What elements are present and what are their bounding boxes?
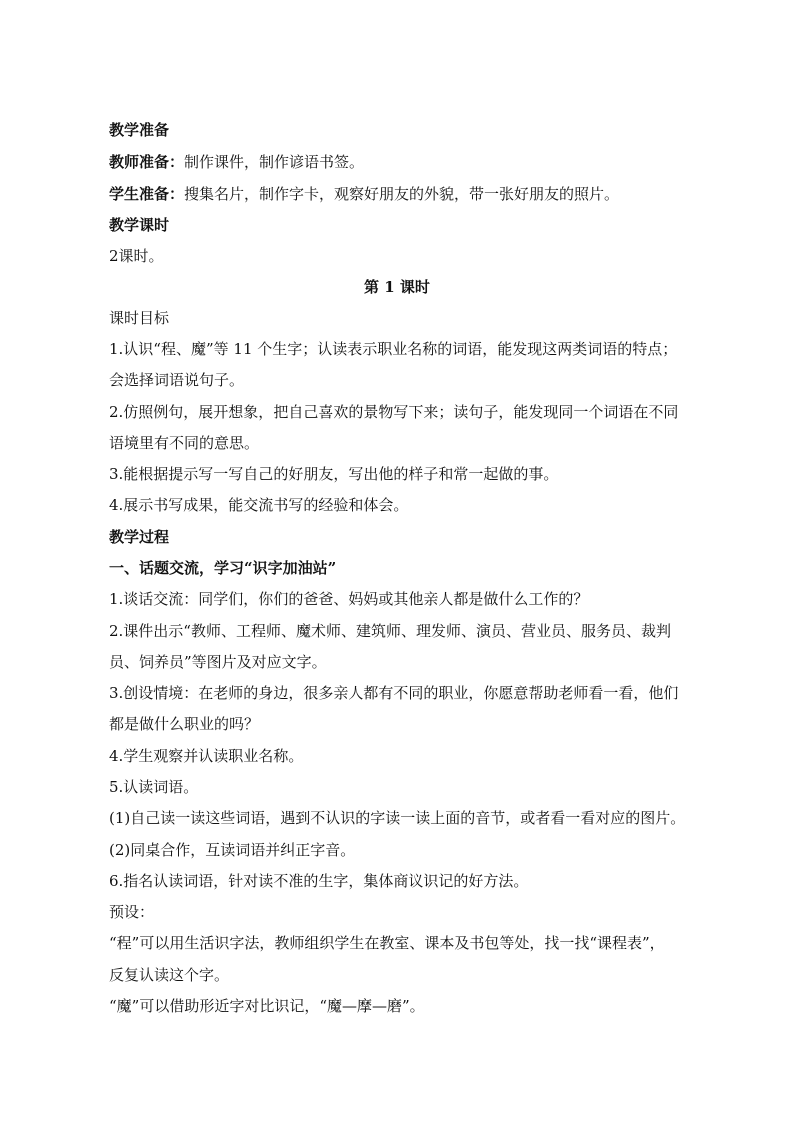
goal-line: 语境里有不同的意思。 [109,434,260,452]
goal-line: 3.能根据提示写一写自己的好朋友，写出他的样子和常一起做的事。 [109,465,559,483]
prep-heading: 教学准备 [109,121,170,139]
student-prep-text: 搜集名片，制作字卡，观察好朋友的外貌，带一张好朋友的照片。 [184,185,620,203]
step-line: 员、饲养员”等图片及对应文字。 [109,653,327,671]
hours-heading: 教学课时 [109,216,170,234]
step-line: 预设： [109,903,155,921]
step-line: (2)同桌合作，互读词语并纠正字音。 [109,841,356,859]
step-line: “程”可以用生活识字法，教师组织学生在教室、课本及书包等处，找一找“课程表”， [109,934,665,952]
step-line: 都是做什么职业的吗？ [109,715,260,733]
step-line: 反复认读这个字。 [109,966,230,984]
section1-heading: 一、话题交流，学习“识字加油站” [109,559,337,577]
teacher-prep-label: 教师准备： [109,153,185,171]
step-line: 2.课件出示“教师、工程师、魔术师、建筑师、理发师、演员、营业员、服务员、裁判 [109,622,671,640]
goal-line: 会选择词语说句子。 [109,371,245,389]
step-line: 3.创设情境：在老师的身边，很多亲人都有不同的职业，你愿意帮助老师看一看，他们 [109,684,679,702]
process-heading: 教学过程 [109,528,170,546]
step-line: 5.认读词语。 [109,778,199,796]
step-line: 4.学生观察并认读职业名称。 [109,747,304,765]
teacher-prep-text: 制作课件，制作谚语书签。 [184,153,365,171]
teacher-prep-line [109,152,364,172]
student-prep-line [109,184,619,204]
step-line: 6.指名认读词语，针对读不准的生字，集体商议识记的好方法。 [109,872,529,890]
goal-line: 2.仿照例句，展开想象，把自己喜欢的景物写下来；读句子，能发现同一个词语在不同 [109,403,679,421]
goal-line: 4.展示书写成果，能交流书写的经验和体会。 [109,496,409,514]
goal-line: 1.认识“程、魔”等 11 个生字；认读表示职业名称的词语，能发现这两类词语的特点； [109,340,678,358]
step-line: (1)自己读一读这些词语，遇到不认识的字读一读上面的音节，或者看一看对应的图片。 [109,809,686,827]
hours-text: 2课时。 [109,247,164,265]
step-line: “魔”可以借助形近字对比识记，“魔—摩—磨”。 [109,997,425,1015]
step-line: 1.谈话交流：同学们，你们的爸爸、妈妈或其他亲人都是做什么工作的？ [109,590,589,608]
student-prep-label: 学生准备： [109,185,185,203]
lesson-title: 第 1 课时 [364,278,430,296]
goals-heading: 课时目标 [109,309,170,327]
